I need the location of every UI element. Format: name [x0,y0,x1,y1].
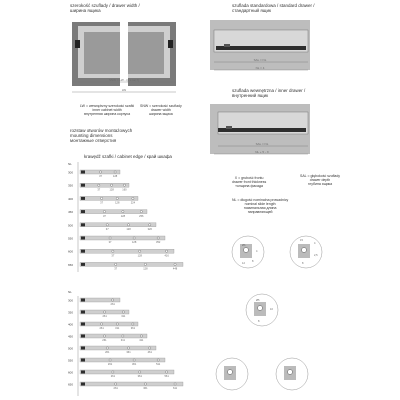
standard-side-view [210,20,310,70]
bottom-table-row-hole [112,371,114,373]
front-slide-left [75,40,80,48]
top-table-row-dim: 416 [164,254,169,258]
top-table-row-dim: 224 [130,201,136,205]
top-table-row-hole [127,224,129,226]
bottom-table-row-nl: 350 [68,310,74,315]
bottom-table-row-hole [101,323,103,325]
legend-snw-line1: SNW = szerokość szuflady [140,104,182,108]
bottom-table-row-dim: 261 [102,339,107,343]
bottom-table-row-dim: 311 [121,315,126,319]
bottom-table-row-dim: 261 [110,303,115,307]
detail-1-hole [244,248,249,253]
legend-lw-line2: inner cabinet width [92,108,122,113]
top-table-row-dim: 448 [172,267,178,271]
top-table-row-slide [80,210,147,214]
bottom-table-row-hole [122,335,124,337]
top-table-row-nl: 400 [68,196,74,201]
top-table-row-dim: 37 [102,214,106,218]
bottom-table-row-hole [103,335,105,337]
drawer-width-title-line1: szerokość szuflady / drawer width / [70,3,140,8]
detail-1-label-3: 8 [252,260,254,263]
top-table-row [68,210,147,218]
mounting-title-line3: монтажные отверстия [70,138,117,144]
inner-drawer-title-line1: szuflada wewnętrzna / inner drawer / [232,88,306,93]
top-table-row-nl: 300 [68,170,74,175]
note-sal-line2: drawer depth [309,178,331,183]
top-table-row-nl: 650 [68,262,74,267]
bottom-table-row-dim: 311 [115,327,120,331]
top-table-row-dim: 37 [111,254,115,258]
detail-3-hole [258,306,263,311]
top-table-row-hole [174,263,176,265]
bottom-table-row-dim: 361 [131,363,137,367]
detail-1-label-0: Ø6 [242,244,246,247]
note-sal-line3: глубина ящика [307,182,333,187]
top-table-row-front-clip [81,250,85,253]
bottom-table-row-front-clip [81,299,85,302]
top-table-row-hole [111,184,113,186]
note-x-line1: X = grubość frontu [234,176,264,180]
bottom-table-row-dim: 261 [105,351,110,355]
top-table-row-dim: 320 [147,228,152,231]
legend-lw-line3: внутренняя ширина корпуса [84,112,131,117]
bottom-table-row-hole [106,347,108,349]
bottom-table-row-hole [112,299,114,301]
top-table-row-slide [80,249,174,253]
top-table-row-hole [99,171,101,173]
bottom-table-row-dim: 261 [99,327,104,331]
bottom-table-row-front-clip [81,347,85,350]
note-nl-line3: номинальная длина [243,206,277,211]
top-table-row-hole [116,197,118,199]
mounting-title-line2: mounting dimensions [70,133,113,139]
bottom-table-row-nl: 650 [68,382,74,387]
bottom-table-row-nl: 300 [68,298,74,303]
top-table-row-dim: 37 [114,267,118,271]
bottom-table-row-slide [80,298,120,302]
bottom-table-nl-header: NL [68,290,72,294]
top-table-row-hole [144,263,146,265]
detail-2 [290,236,322,268]
cabinet-edge-label: krawędź szafki / cabinet edge / край шкафа [84,154,172,159]
top-table-row [68,262,183,270]
bottom-table-row [68,322,138,330]
snw-dim-text: SNW = LW - (2 x 12,7) [108,78,140,82]
bottom-table-row-dim: 361 [137,375,142,379]
bottom-table-row-dim: 411 [139,339,144,343]
top-table-row-hole [106,224,108,226]
top-table-nl-header: NL [68,162,72,166]
note-nl-line2: nominal slide length [244,202,276,207]
top-table-row-dim: 128 [143,267,148,271]
bottom-table-row-hole [104,311,106,313]
bottom-table-row-hole [157,359,159,361]
bottom-table-row-front-clip [81,383,85,386]
note-x-line2: drawer front thickness [232,180,267,185]
inner-slide-lock [226,126,232,129]
bottom-table-row [68,346,156,354]
top-table-row-dim: 128 [126,228,131,231]
bottom-table-row-front-clip [81,359,85,362]
inner-sal-text: SAL = NL [255,142,269,146]
standard-nl-text: NL = 4 [255,66,265,70]
top-table-row-nl: 550 [68,236,74,241]
inner-side-view [210,104,310,154]
top-table-row-hole [115,263,117,265]
top-table-row-front-clip [81,263,85,266]
top-table-row-hole [114,171,116,173]
bottom-table-row-slide [80,334,147,338]
bottom-table-row-dim: 261 [102,315,107,319]
note-nl-line1: NL = długość nominalna prowadnicy [232,198,289,202]
detail-2-label-2: 2,5 [314,254,318,257]
top-table-row-dim: 256 [139,214,144,218]
mounting-title-line1: rozstaw otworów montażowych [70,128,133,133]
top-table-row-slide [80,196,138,200]
top-table-row-hole [149,224,151,226]
top-table-row-dim: 128 [112,175,118,179]
inner-drawer-title-line2: внутренний ящик [232,93,269,99]
top-table-row-dim: 160 [122,188,127,192]
top-table-row-hole [166,250,168,252]
top-table-row-hole [122,211,124,213]
top-table-row-nl: 500 [68,223,74,228]
inner-nl-text: NL + 5 - X [255,150,269,154]
top-table-row-slide [80,223,156,227]
top-table-row-front-clip [81,223,85,226]
top-table-row-hole [123,184,125,186]
bottom-table-row-slide [80,322,138,326]
top-table-row-dim: 128 [131,241,137,245]
bottom-table-row-front-clip [81,335,85,338]
front-panel-right [128,32,164,74]
detail-4 [216,358,248,390]
top-table-row-nl: 350 [68,183,74,188]
bottom-table-row-nl: 550 [68,358,74,363]
bottom-table-row [68,382,183,390]
bottom-table-row-hole [174,383,176,385]
bottom-table-row-dim: 461 [147,351,152,355]
top-table-row-dim: 37 [99,175,102,179]
bottom-table-row-hole [122,311,124,313]
top-table-row-dim: 128 [109,188,114,192]
top-table-row [68,196,138,204]
bottom-table-row-dim: 361 [126,351,131,355]
bottom-table-row-dim: 511 [156,363,161,367]
top-table-row-hole [132,197,134,199]
bottom-table-row-hole [149,347,151,349]
top-table-row-nl: 600 [68,249,74,254]
top-table-row-front-clip [81,171,85,174]
top-table-row [68,236,165,244]
legend-snw-line2: drawer width [150,108,171,113]
bottom-table-row-hole [115,383,117,385]
bottom-table-row-slide [80,382,183,386]
detail-1 [232,236,264,268]
bottom-table-row [68,370,174,378]
detail-5-hole [288,370,293,375]
top-table-row-front-clip [81,197,85,200]
bottom-table-row-hole [109,359,111,361]
bottom-table-row [68,358,165,366]
detail-1-label-1: 4 [256,250,258,253]
bottom-table-row-slide [80,346,156,350]
top-table-row-slide [80,183,129,187]
bottom-table-row-nl: 500 [68,346,74,351]
top-table-row-hole [139,250,141,252]
front-view [72,22,176,92]
bottom-table-row-slide [80,358,165,362]
bottom-table-row-hole [133,359,135,361]
standard-drawer-title-line2: стандартный ящик [232,8,271,14]
detail-2-label-0: 15 [300,239,303,242]
front-break-gap [120,22,128,86]
bottom-table-rows [68,298,183,390]
drawer-width-title-line2: ширина ящика [70,8,101,14]
standard-slide-lock [224,44,230,47]
detail-2-hole [302,248,307,253]
bottom-table-row-dim: 261 [110,375,116,379]
bottom-table-row-front-clip [81,311,85,314]
top-table-row [68,223,156,231]
top-table-row-dim: 128 [115,201,120,205]
top-table-row-hole [109,237,111,239]
detail-3-label-2: 8 [258,320,260,323]
top-table-row-front-clip [81,237,85,240]
top-table-row-nl: 450 [68,210,74,215]
note-x-line3: толщина фасада [235,184,263,189]
detail-5 [276,358,308,390]
top-table-row-dim: 37 [97,188,101,192]
top-table-row-hole [103,211,105,213]
top-table-row-dim: 128 [120,214,126,218]
detail-3-label-1: 10 [270,308,273,311]
bottom-table-row-front-clip [81,323,85,326]
bottom-table-row-hole [116,323,118,325]
top-table-row-hole [98,184,100,186]
note-sal-line1: SAL = głębokość szuflady [300,174,341,178]
bottom-table-row-dim: 361 [143,387,148,391]
top-table-row-front-clip [81,210,85,213]
standard-sal-text: SAL = NL [253,58,267,62]
bottom-table-row-hole [140,335,142,337]
top-table-row-dim: 128 [137,254,142,258]
top-table-row-hole [101,197,103,199]
detail-3 [246,294,278,326]
standard-drawer-title-line1: szuflada standardowa / standard drawer / [232,3,315,8]
bottom-table-row-hole [127,347,129,349]
bottom-table-row-hole [132,323,134,325]
detail-3-label-0: Ø5 [256,299,260,302]
top-table-row [68,183,129,191]
bottom-table-row-front-clip [81,371,85,374]
detail-2-label-1: 4 [314,242,316,245]
top-table-row [68,249,174,257]
bottom-table-row-hole [144,383,146,385]
detail-1-label-2: 12 [242,262,245,265]
top-table-row-dim: 37 [100,201,104,205]
bottom-table-row-slide [80,370,174,374]
bottom-table-row-nl: 450 [68,334,74,339]
bottom-table-row-dim: 311 [120,339,125,343]
top-table-rows [68,170,183,271]
front-slide-right [168,40,173,48]
top-table-row-dim: 37 [105,228,109,231]
bottom-table-row-dim: 361 [130,327,136,331]
top-table-row-hole [140,211,142,213]
bottom-table-row-dim: 261 [107,363,113,367]
top-table-row-slide [80,262,183,266]
front-panel-left [84,32,120,74]
note-nl-line4: направляющей [247,210,273,215]
lw-dim-text: LW [121,88,127,92]
detail-2-label-3: 8 [302,262,304,265]
bottom-table-row-hole [139,371,141,373]
bottom-table-row-nl: 600 [68,370,74,375]
bottom-table-row-dim: 261 [113,387,118,391]
top-table-row-dim: 37 [108,241,112,245]
bottom-table-row-dim: 561 [164,375,169,379]
top-table-row-slide [80,236,165,240]
bottom-table-row-nl: 400 [68,322,74,327]
legend-snw-line3: ширина ящика [148,112,173,117]
top-table-row-dim: 352 [156,241,161,245]
legend-lw-line1: LW = wewnętrzny szerokość szafki [80,104,135,108]
top-table-row-hole [133,237,135,239]
bottom-table-row-dim: 611 [172,387,178,391]
bottom-table-row-hole [166,371,168,373]
bottom-table-row [68,310,129,318]
bottom-table-row [68,334,147,342]
top-table-row-front-clip [81,184,85,187]
top-table-row-hole [112,250,114,252]
top-table-row [68,170,120,178]
detail-4-hole [228,370,233,375]
bottom-table-row [68,298,120,306]
top-table-row-hole [157,237,159,239]
